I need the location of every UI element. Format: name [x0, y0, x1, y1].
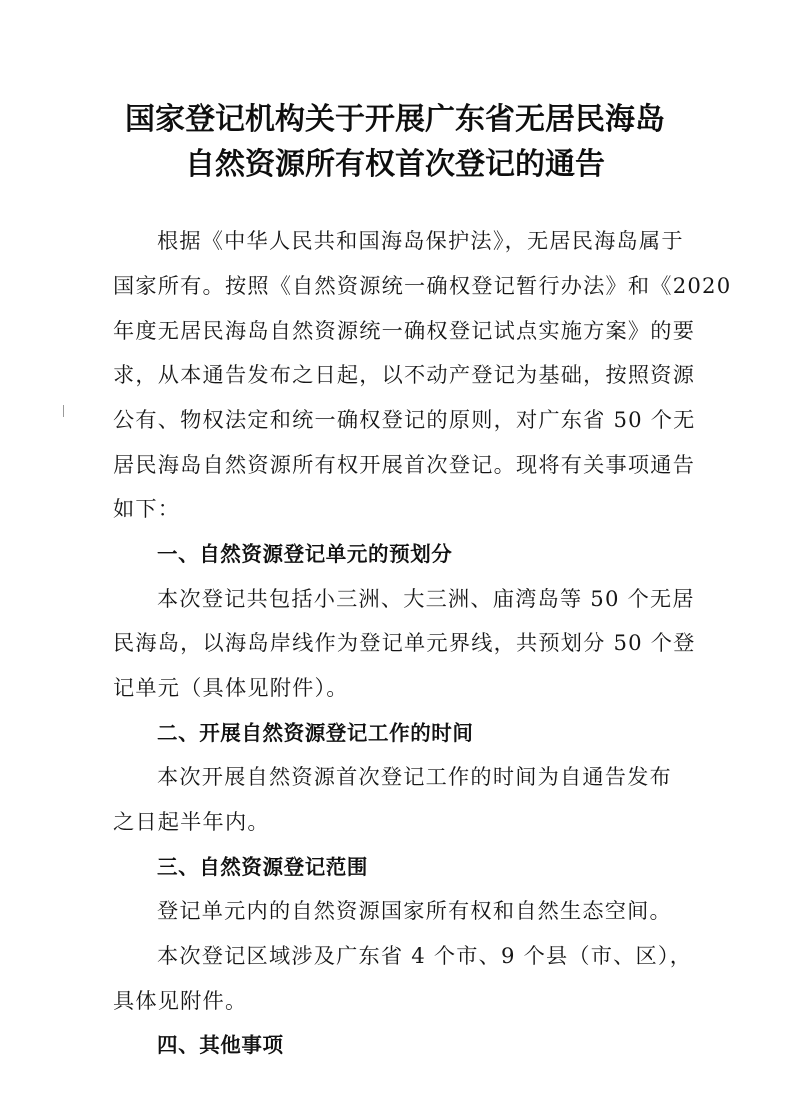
- intro-line-5: 公有、物权法定和统一确权登记的原则，对广东省 50 个无: [113, 407, 696, 432]
- intro-line-3: 年度无居民海岛自然资源统一确权登记试点实施方案》的要: [113, 318, 696, 343]
- section-2-line-2: 之日起半年内。: [113, 809, 270, 834]
- section-1-line-3: 记单元（具体见附件）。: [113, 675, 349, 700]
- document-title-line-2: 自然资源所有权首次登记的通告: [185, 147, 605, 182]
- intro-line-1: 根据《中华人民共和国海岛保护法》，无居民海岛属于: [157, 228, 684, 253]
- intro-line-7: 如下：: [113, 496, 181, 521]
- section-2-line-1: 本次开展自然资源首次登记工作的时间为自通告发布: [157, 764, 672, 789]
- section-3-line-1: 本次登记区域涉及广东省 4 个市、9 个县（市、区），: [157, 943, 693, 968]
- section-3-heading: 三、自然资源登记范围: [157, 855, 368, 879]
- document-title-line-1: 国家登记机构关于开展广东省无居民海岛: [125, 102, 665, 137]
- section-1-heading: 一、自然资源登记单元的预划分: [157, 542, 453, 566]
- section-3-line-2: 具体见附件。: [113, 988, 248, 1013]
- section-2-heading: 二、开展自然资源登记工作的时间: [157, 721, 474, 745]
- intro-line-2: 国家所有。按照《自然资源统一确权登记暂行办法》和《2020: [113, 273, 732, 298]
- section-3-paragraph-1: 登记单元内的自然资源国家所有权和自然生态空间。: [157, 898, 672, 923]
- section-1-line-1: 本次登记共包括小三洲、大三洲、庙湾岛等 50 个无居: [157, 586, 695, 611]
- scan-mark: [63, 405, 64, 417]
- intro-line-6: 居民海岛自然资源所有权开展首次登记。现将有关事项通告: [113, 452, 696, 477]
- section-4-heading: 四、其他事项: [157, 1033, 284, 1057]
- section-1-line-2: 民海岛，以海岛岸线作为登记单元界线，共预划分 50 个登: [113, 630, 696, 655]
- intro-line-4: 求，从本通告发布之日起，以不动产登记为基础，按照资源: [113, 362, 696, 387]
